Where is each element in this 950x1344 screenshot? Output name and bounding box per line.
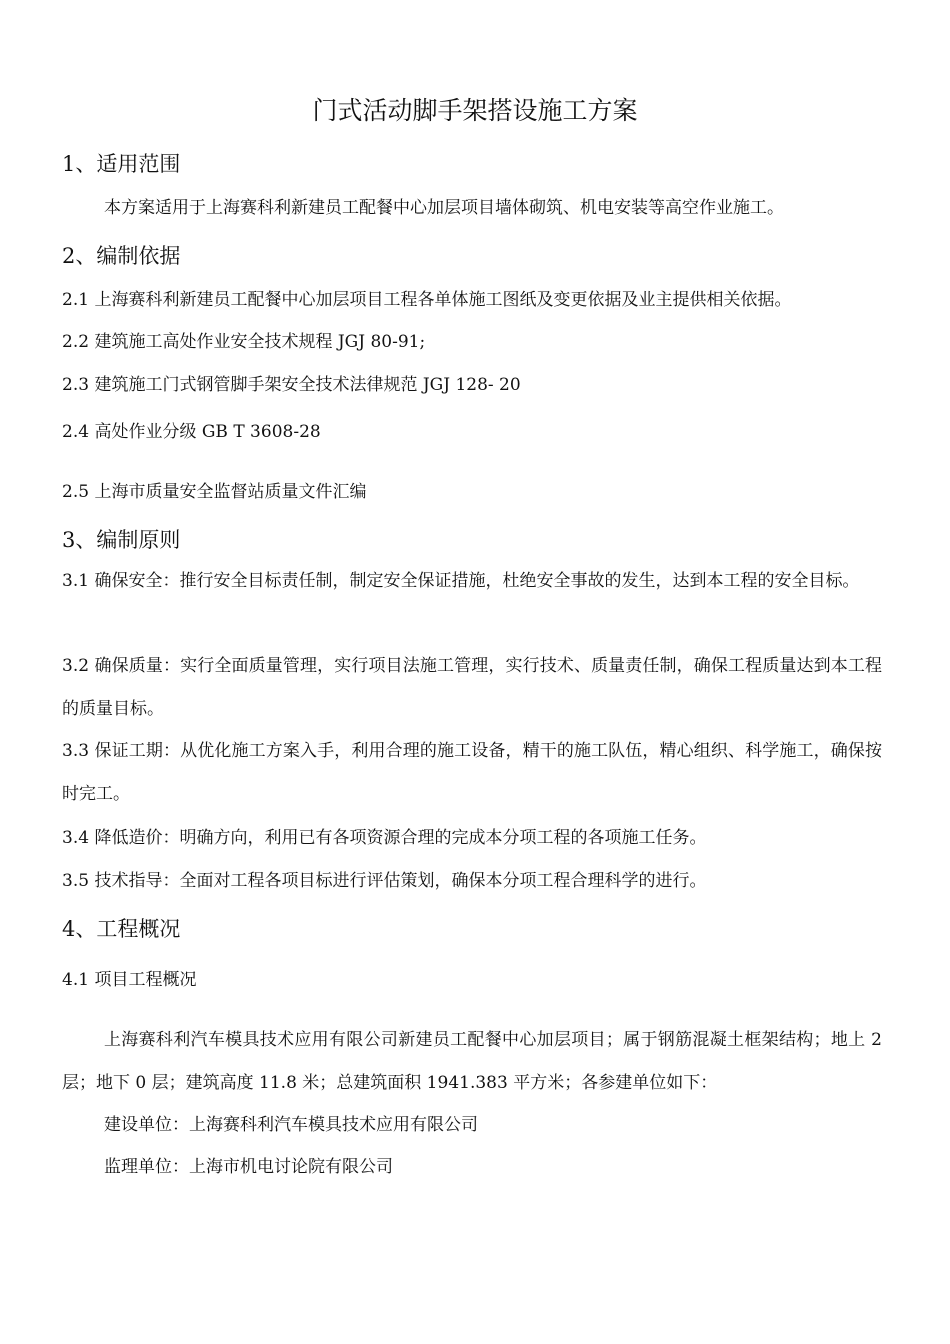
document-title: 门式活动脚手架搭设施工方案 bbox=[312, 96, 638, 125]
section-1-heading: 1、适用范围 bbox=[62, 152, 181, 176]
section-4-1-subheading: 4.1 项目工程概况 bbox=[62, 970, 197, 990]
supervisor-unit: 监理单位：上海市机电讨论院有限公司 bbox=[104, 1157, 393, 1177]
basis-item-1: 2.1 上海赛科利新建员工配餐中心加层项目工程各单体施工图纸及变更依据及业主提供相关依据。 bbox=[62, 290, 792, 310]
principle-item-2: 3.2 确保质量：实行全面质量管理，实行项目法施工管理，实行技术、质量责任制，确保工程质量达到本工程的质量目标。 bbox=[62, 656, 882, 719]
section-2-heading: 2、编制依据 bbox=[62, 244, 181, 268]
principle-item-5: 3.5 技术指导：全面对工程各项目标进行评估策划，确保本分项工程合理科学的进行。 bbox=[62, 871, 707, 891]
section-3-heading: 3、编制原则 bbox=[62, 528, 181, 552]
project-overview-paragraph: 上海赛科利汽车模具技术应用有限公司新建员工配餐中心加层项目；属于钢筋混凝土框架结构；地上 2 层；地下 0 层；建筑高度 11.8 米；总建筑面积 1941.383 平方米；各参建单位如下： bbox=[62, 1030, 882, 1093]
basis-item-3: 2.3 建筑施工门式钢管脚手架安全技术法律规范 JGJ 128- 20 bbox=[62, 375, 521, 395]
principle-item-1: 3.1 确保安全：推行安全目标责任制，制定安全保证措施，杜绝安全事故的发生，达到本工程的安全目标。 bbox=[62, 571, 860, 591]
principle-item-3: 3.3 保证工期：从优化施工方案入手，利用合理的施工设备，精干的施工队伍，精心组织、科学施工，确保按时完工。 bbox=[62, 741, 882, 804]
basis-item-2: 2.2 建筑施工高处作业安全技术规程 JGJ 80-91; bbox=[62, 332, 426, 352]
builder-unit: 建设单位：上海赛科利汽车模具技术应用有限公司 bbox=[104, 1115, 478, 1135]
section-4-heading: 4、工程概况 bbox=[62, 917, 181, 941]
principle-item-4: 3.4 降低造价：明确方向，利用已有各项资源合理的完成本分项工程的各项施工任务。 bbox=[62, 828, 707, 848]
section-1-text: 本方案适用于上海赛科利新建员工配餐中心加层项目墙体砌筑、机电安装等高空作业施工。 bbox=[104, 198, 784, 218]
basis-item-5: 2.5 上海市质量安全监督站质量文件汇编 bbox=[62, 482, 367, 502]
basis-item-4: 2.4 高处作业分级 GB T 3608-28 bbox=[62, 422, 321, 442]
